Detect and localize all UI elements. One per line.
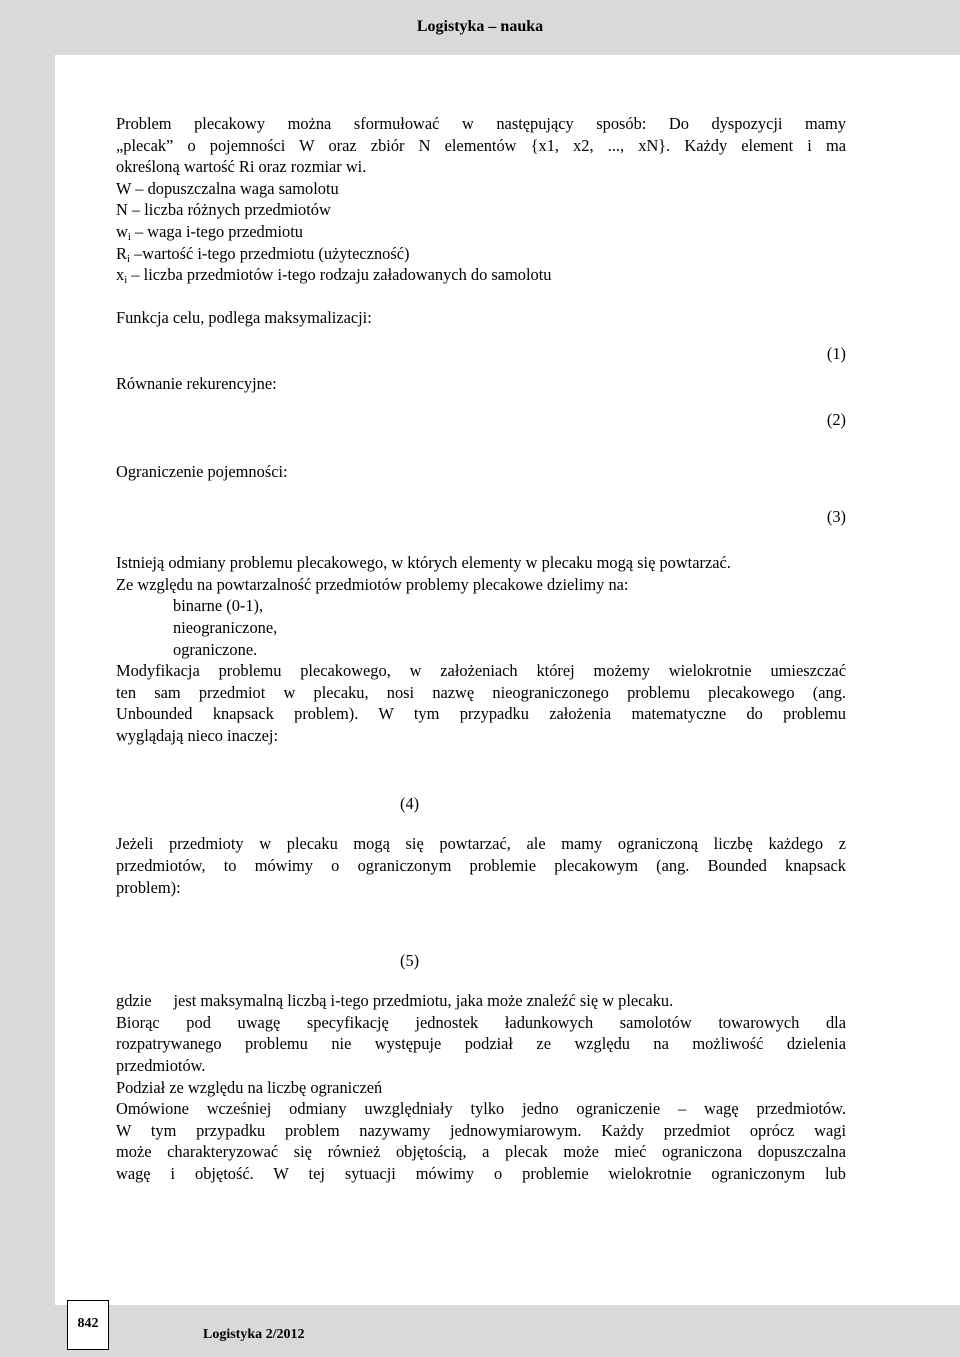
definition-n: N – liczba różnych przedmiotów [116, 200, 331, 220]
list-item: binarne (0-1), [173, 596, 264, 616]
multi-line: może charakteryzować się również objętością, a plecak może mieć ograniczona dopuszczalna [116, 1142, 846, 1162]
list-item: nieograniczone, [173, 617, 278, 637]
variants-line: Istnieją odmiany problemu plecakowego, w których elementy w plecaku mogą się powtarzać. [116, 553, 731, 573]
intro-line: „plecak” o pojemności W oraz zbiór N elementów {x1, x2, ..., xN}. Każdy element i ma [116, 135, 846, 155]
intro-line: określoną wartość Ri oraz rozmiar wi. [116, 157, 367, 177]
unbounded-line: wyglądają nieco inaczej: [116, 725, 279, 745]
variants-line: Ze względu na powtarzalność przedmiotów problemy plecakowe dzielimy na: [116, 574, 629, 594]
bounded-line: przedmiotów, to mówimy o ograniczonym problemie plecakowym (ang. Bounded knapsack [116, 856, 846, 876]
equation-number-3: (3) [826, 507, 846, 527]
definition-wi: $w_i$ – waga i-tego przedmiotu [116, 221, 303, 243]
where-line [116, 990, 846, 1012]
definition-xi: $x_i$ – liczba przedmiotów i-tego rodzaju załadowanych do samolotu [116, 265, 552, 287]
journal-name: Logistyka 2/2012 [203, 1327, 305, 1342]
equation-number-4: (4) [400, 794, 420, 814]
page-footer [0, 1305, 960, 1357]
unbounded-line: ten sam przedmiot w plecaku, nosi nazwę nieograniczonego problemu plecakowego (ang. [116, 682, 846, 702]
bounded-line: Jeżeli przedmioty w plecaku mogą się powtarzać, ale mamy ograniczoną liczbę każdego z [116, 834, 846, 854]
multi-line: W tym przypadku problem nazywamy jednowymiarowym. Każdy przedmiot oprócz wagi [116, 1120, 846, 1140]
bounded-line: problem): [116, 877, 181, 897]
capacity-label: Ograniczenie pojemności: [116, 461, 288, 481]
spec-line: rozpatrywanego problemu nie występuje podział ze względu na możliwość dzielenia [116, 1034, 846, 1054]
equation-number-1: (1) [826, 343, 846, 363]
constraints-heading: Podział ze względu na liczbę ograniczeń [116, 1077, 383, 1097]
where-text: jest maksymalną liczbą i-tego przedmiotu, jaka może znaleźć się w plecaku. [173, 991, 674, 1011]
definition-ri: $R_i$ –wartość i-tego przedmiotu (użyteczność) [116, 243, 410, 265]
where-prefix: gdzie [116, 991, 152, 1011]
equation-number-5: (5) [400, 951, 420, 971]
objective-label: Funkcja celu, podlega maksymalizacji: [116, 308, 372, 328]
definition-w: W – dopuszczalna waga samolotu [116, 178, 339, 198]
page-header [0, 0, 960, 55]
multi-line: wagę i objętość. W tej sytuacji mówimy o problemie wielokrotnie ograniczonym lub [116, 1164, 846, 1183]
page-number-box [67, 1300, 109, 1350]
list-item: ograniczone. [173, 639, 258, 659]
document-body [116, 113, 846, 1185]
running-header-title: Logistyka – nauka [416, 18, 544, 35]
equation-number-2: (2) [826, 409, 846, 429]
spec-line: Biorąc pod uwagę specyfikację jednostek ładunkowych samolotów towarowych dla [116, 1012, 846, 1032]
spec-line: przedmiotów. [116, 1056, 206, 1076]
intro-line: Problem plecakowy można sformułować w następujący sposób: Do dyspozycji mamy [116, 114, 846, 133]
multi-line: Omówione wcześniej odmiany uwzględniały tylko jedno ograniczenie – wagę przedmiotów. [116, 1099, 846, 1119]
unbounded-line: Unbounded knapsack problem). W tym przypadku założenia matematyczne do problemu [116, 704, 846, 724]
page-number: 842 [77, 1316, 99, 1331]
unbounded-line: Modyfikacja problemu plecakowego, w założeniach której możemy wielokrotnie umieszczać [116, 661, 846, 681]
recursive-label: Równanie rekurencyjne: [116, 373, 277, 393]
